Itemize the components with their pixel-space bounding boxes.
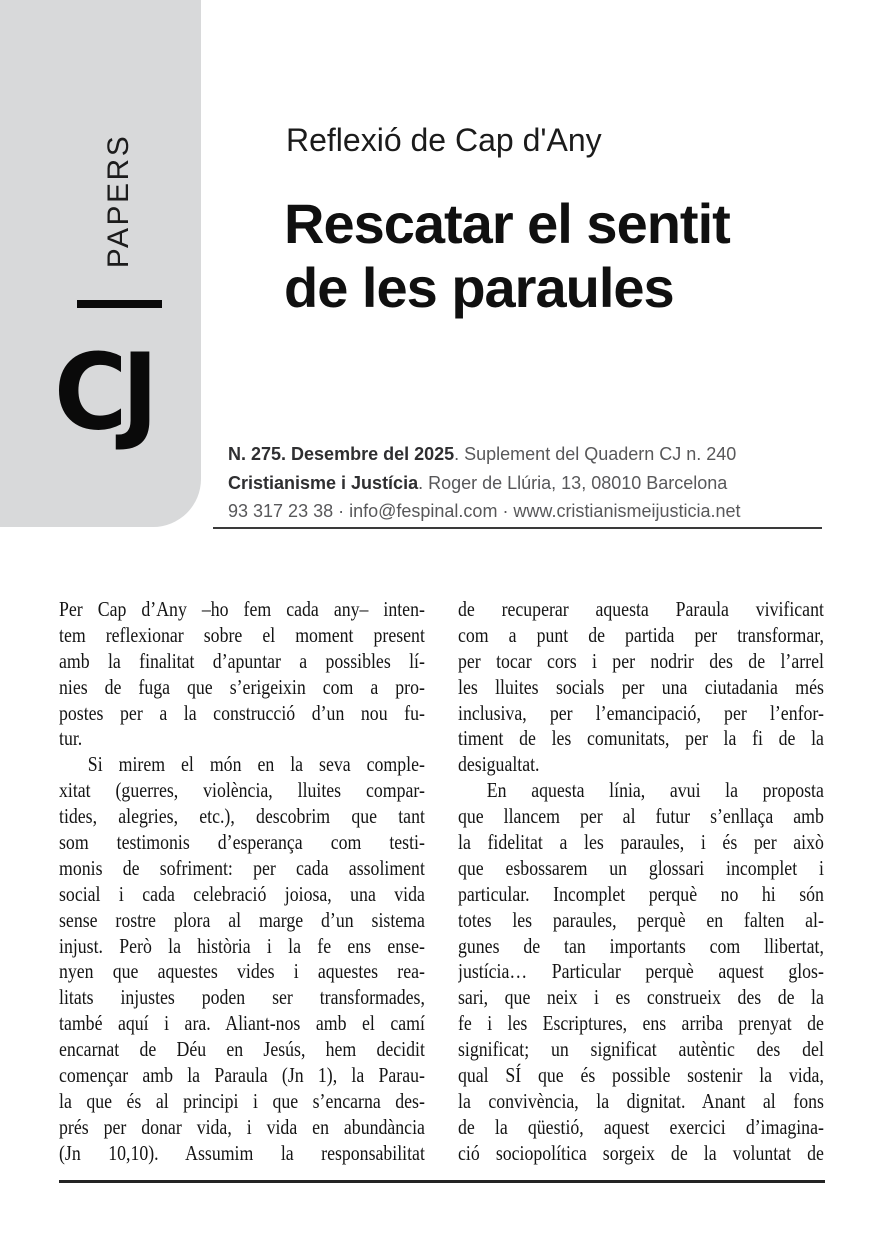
masthead-sidebar — [0, 0, 201, 527]
body-text-line: particular. Incomplet perquè no hi són — [458, 881, 824, 906]
body-text-line: de la qüestió, aquest exercici d’imagina- — [458, 1114, 824, 1139]
publisher-name: Cristianisme i Justícia — [228, 472, 419, 493]
article-title-line1: Rescatar el sentit — [284, 192, 730, 255]
body-text-line: que esbossarem un glossari incomplet i — [458, 855, 824, 880]
body-text-line: la fidelitat a les paraules, i és per això — [458, 830, 824, 855]
body-text-line: la convivència, la dignitat. Anant al fons — [458, 1088, 824, 1113]
issue-supplement: . Suplement del Quadern CJ n. 240 — [454, 444, 737, 464]
body-text-line: nyen que aquestes vides i aquestes rea- — [59, 959, 425, 984]
body-text-line: qual SÍ que és possible sostenir la vida, — [458, 1063, 824, 1088]
article-title-line2: de les paraules — [284, 256, 674, 319]
body-text-line: sari, que neix i es construeix des de la — [458, 985, 824, 1010]
body-text-line: litats injustes poden ser transformades, — [59, 985, 425, 1010]
body-text-line: tur. — [59, 726, 83, 751]
body-text-line: amb la finalitat d’apuntar a possibles lí- — [59, 648, 425, 673]
body-text-line: xitat (guerres, violència, lluites compar- — [59, 778, 425, 803]
body-text-line: timent de les comunitats, per la fi de la — [458, 726, 824, 751]
body-text-line: desigualtat. — [458, 752, 540, 777]
body-text-line: prés per donar vida, i vida en abundància — [59, 1114, 425, 1139]
body-text-line: com a punt de partida per transformar, — [458, 622, 824, 647]
body-text-line: encarnat de Déu en Jesús, hem decidit — [59, 1037, 425, 1062]
body-text-line: tem reflexionar sobre el moment present — [59, 622, 425, 647]
contact-line: 93 317 23 38 · info@fespinal.com · www.cristianismeijusticia.net — [228, 501, 741, 521]
body-text-line: (Jn 10,10). Assumim la responsabilitat — [59, 1140, 425, 1165]
body-text-line: nies de fuga que s’erigeixin com a pro- — [59, 674, 425, 699]
body-text-line: postes per a la construcció d’un nou fu- — [59, 700, 425, 725]
body-text-line: de recuperar aquesta Paraula vivificant — [458, 597, 824, 621]
body-text-line: la que és al principi i que s’encarna des- — [59, 1088, 425, 1113]
body-text-line: també aquí i ara. Aliant-nos amb el camí — [59, 1011, 425, 1036]
body-text-line: social i cada celebració joiosa, una vida — [59, 881, 425, 906]
issue-number: N. 275. Desembre del 2025 — [228, 444, 455, 464]
body-text-line: que llancem per al futur s’enllaça amb — [458, 804, 824, 829]
body-text-line: ció sociopolítica sorgeix de la voluntat de — [458, 1140, 824, 1165]
footer-rule — [59, 1180, 825, 1183]
body-text-line: En aquesta línia, avui la proposta — [486, 778, 824, 803]
body-text-line: Si mirem el món en la seva comple- — [87, 752, 425, 777]
publisher-address-line — [228, 469, 741, 498]
publication-issue-line — [228, 440, 741, 469]
body-text-line: monis de sofriment: per cada assoliment — [59, 855, 425, 880]
body-text-line: tides, alegries, etc.), descobrim que tant — [59, 804, 425, 829]
body-text-line: Per Cap d’Any –ho fem cada any– inten- — [59, 597, 425, 621]
publisher-address: . Roger de Llúria, 13, 08010 Barcelona — [418, 472, 728, 493]
body-text-line: sense rostre plora al marge d’un sistema — [59, 907, 425, 932]
body-text-line: injust. Però la història i la fe ens ense- — [59, 933, 425, 958]
body-text-line: som testimonis d’esperança com testi- — [59, 830, 425, 855]
body-text-line: per tocar cors i per nodrir des de l’arrel — [458, 648, 824, 673]
body-text-line: inclusiva, per l’emancipació, per l’enfor- — [458, 700, 824, 725]
body-text-line: gunes de tan importants com llibertat, — [458, 933, 824, 958]
cj-logo: CJ — [54, 330, 153, 454]
body-text-line: justícia… Particular perquè aquest glos- — [458, 959, 824, 984]
article-title — [284, 192, 730, 320]
body-text-line: significat; un significat autèntic des del — [458, 1037, 824, 1062]
article-kicker: Reflexió de Cap d'Any — [286, 122, 602, 158]
body-text-line: començar amb la Paraula (Jn 1), la Parau- — [59, 1063, 425, 1088]
body-column-right — [458, 597, 824, 1167]
logo-dash-rule — [77, 300, 162, 308]
body-text-line: totes les paraules, perquè en falten al- — [458, 907, 824, 932]
body-text-line: les lluites socials per una ciutadania més — [458, 674, 824, 699]
publication-info — [228, 440, 741, 526]
body-column-left — [59, 597, 425, 1167]
body-text-line: fe i les Escriptures, ens arriba prenyat de — [458, 1011, 824, 1036]
header-divider-rule — [213, 527, 822, 529]
papers-vertical-label: PAPERS — [102, 133, 135, 269]
